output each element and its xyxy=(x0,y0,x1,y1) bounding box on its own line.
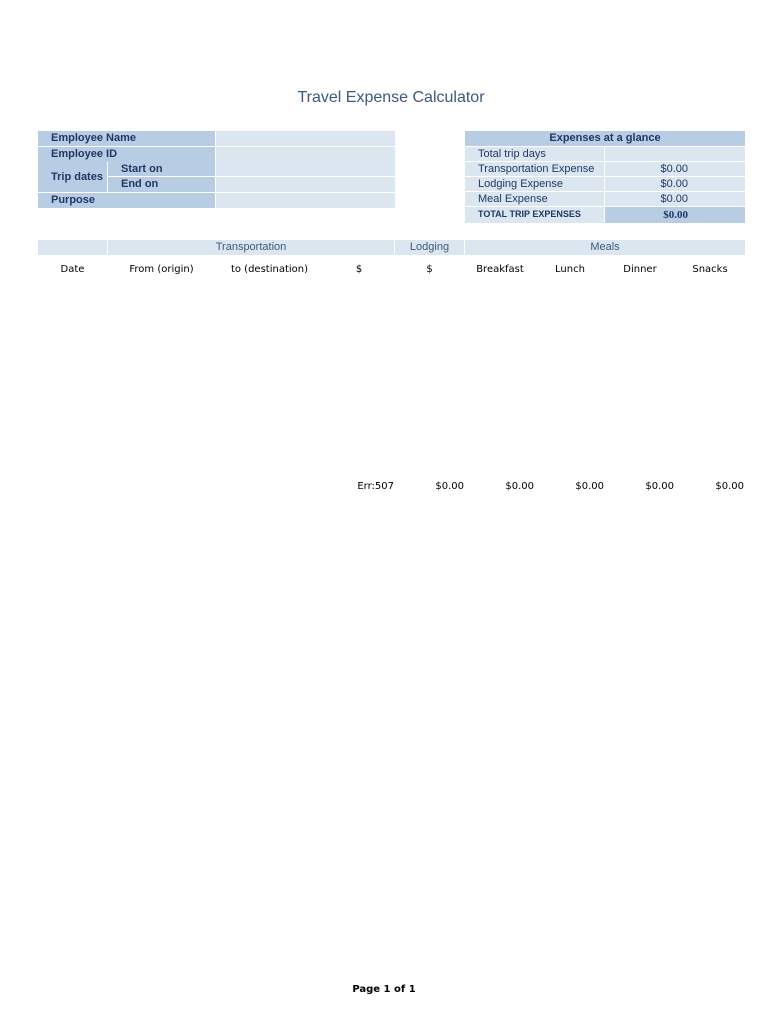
glance-label-trip-days: Total trip days xyxy=(465,147,604,161)
glance-header: Expenses at a glance xyxy=(465,131,745,146)
employee-id-field[interactable] xyxy=(216,147,395,162)
glance-label-transportation: Transportation Expense xyxy=(465,162,604,176)
column-header-lodging-amount: $ xyxy=(426,264,433,275)
total-transportation: Err:507 xyxy=(357,481,394,492)
glance-total-value: $0.00 xyxy=(605,207,745,223)
lodging-group-header: Lodging xyxy=(409,241,450,253)
date-group-band xyxy=(38,240,107,255)
trip-dates-label: Trip dates xyxy=(38,162,107,192)
glance-label-meal: Meal Expense xyxy=(465,192,604,206)
total-lunch: $0.00 xyxy=(575,481,604,492)
column-header-breakfast: Breakfast xyxy=(476,264,524,275)
column-header-date: Date xyxy=(60,264,85,275)
column-header-to: to (destination) xyxy=(230,264,309,275)
meals-group-header: Meals xyxy=(590,241,620,253)
total-lodging: $0.00 xyxy=(435,481,464,492)
total-snacks: $0.00 xyxy=(715,481,744,492)
start-on-field[interactable] xyxy=(216,162,395,176)
page-footer: Page 1 of 1 xyxy=(352,984,416,995)
transportation-group-header: Transportation xyxy=(215,241,287,253)
column-header-lunch: Lunch xyxy=(555,264,585,275)
column-header-dinner: Dinner xyxy=(623,264,657,275)
column-header-snacks: Snacks xyxy=(692,264,728,275)
employee-name-label: Employee Name xyxy=(38,131,215,146)
employee-name-field[interactable] xyxy=(216,131,395,146)
glance-value-trip-days xyxy=(605,147,745,161)
total-dinner: $0.00 xyxy=(645,481,674,492)
purpose-label: Purpose xyxy=(38,193,215,208)
purpose-field[interactable] xyxy=(216,193,395,208)
column-header-transport-amount: $ xyxy=(355,264,363,275)
column-header-from: From (origin) xyxy=(129,264,194,275)
glance-value-lodging: $0.00 xyxy=(605,177,745,191)
glance-total-label: TOTAL TRIP EXPENSES xyxy=(465,207,604,223)
start-on-label: Start on xyxy=(108,162,215,176)
employee-id-label: Employee ID xyxy=(38,147,215,162)
page-title: Travel Expense Calculator xyxy=(297,89,485,106)
glance-label-lodging: Lodging Expense xyxy=(465,177,604,191)
glance-value-transportation: $0.00 xyxy=(605,162,745,176)
end-on-field[interactable] xyxy=(216,177,395,192)
end-on-label: End on xyxy=(108,177,215,192)
total-breakfast: $0.00 xyxy=(505,481,534,492)
glance-value-meal: $0.00 xyxy=(605,192,745,206)
